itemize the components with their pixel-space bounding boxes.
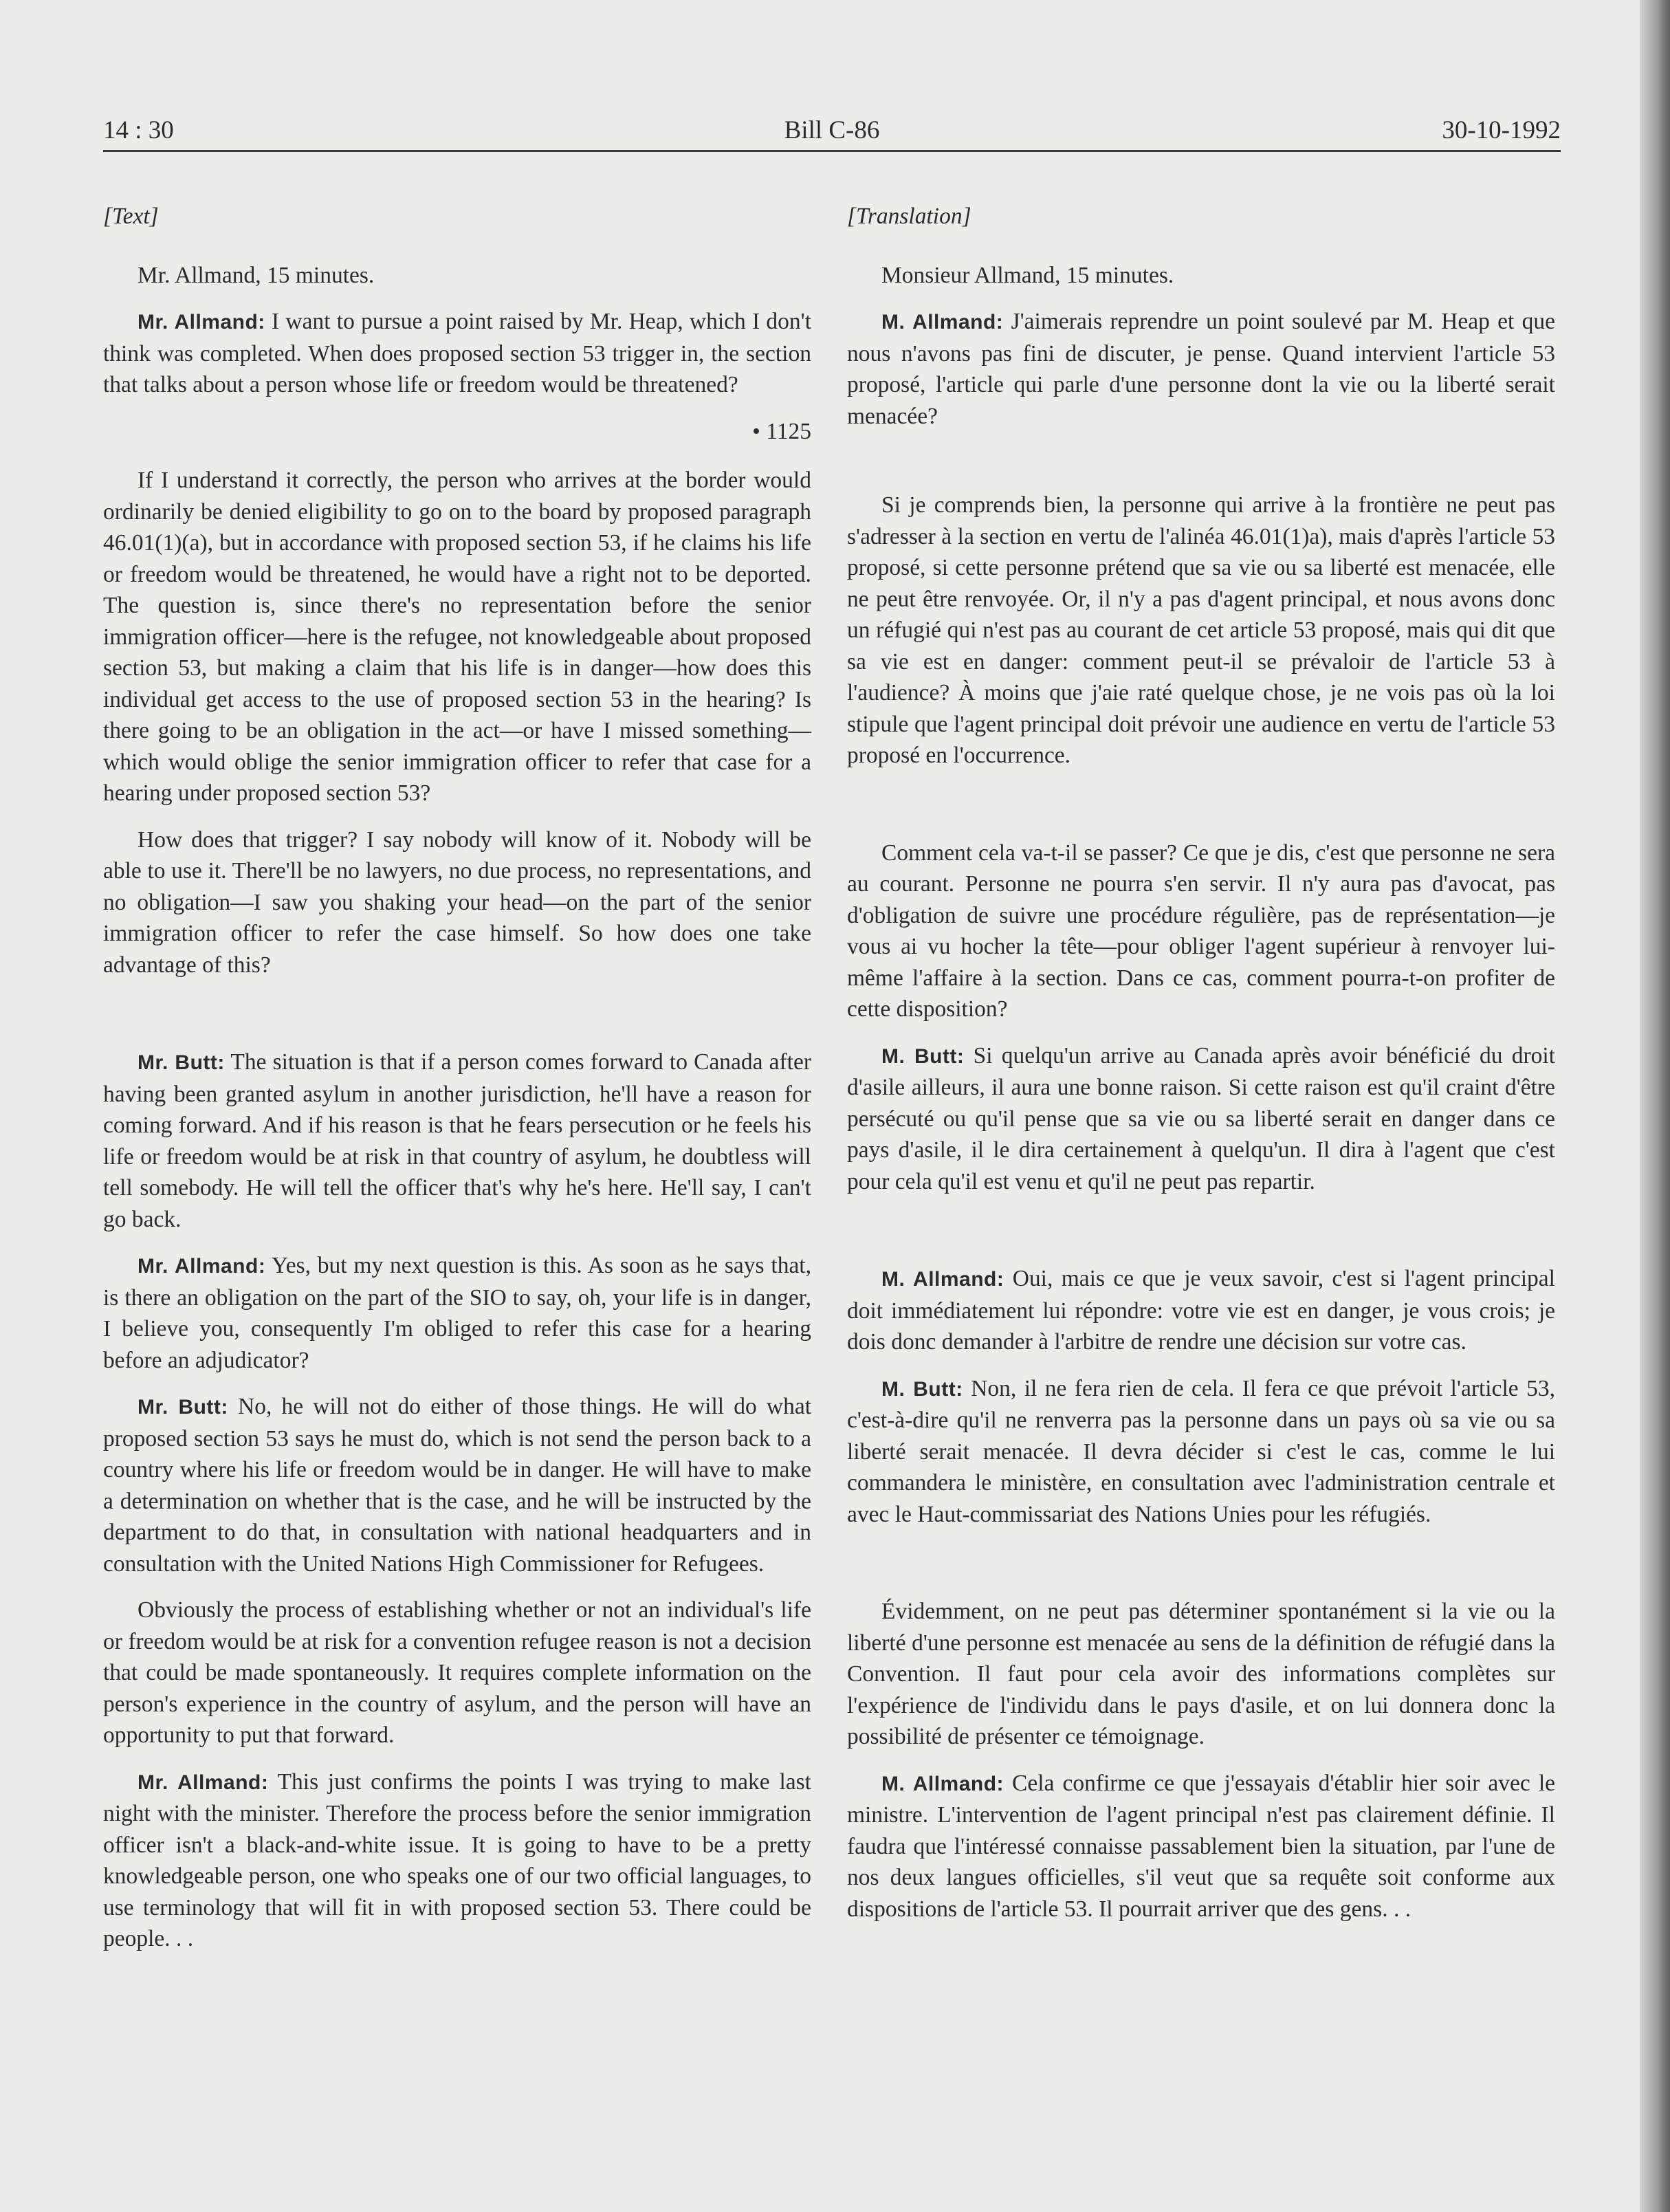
french-column — [847, 201, 1555, 1940]
speech-paragraph — [847, 1263, 1555, 1358]
paragraph: Si je comprends bien, la personne qui arrive à la frontière ne peut pas s'adresser à la section en vertu de l'alinéa 46.01(1)a), mais d'après l'article 53 proposé, si cette personne prétend que sa vie ou sa liberté est menacée, elle ne peut être renvoyée. Or, il n'y a pas d'agent principal, et nous avons donc un réfugié qui n'est pas au courant de cet article 53 proposé, mais qui dit que sa vie est en danger: comment peut-il se prévaloir de l'article 53 à l'audience? À moins que j'aie raté quelque chose, je ne vois pas où la loi stipule que l'agent principal doit prévoir une audience en vertu de l'article 53 proposé en l'occurrence. — [847, 492, 1555, 768]
paragraph: Monsieur Allmand, 15 minutes. — [881, 262, 1174, 288]
paragraph: Évidemment, on ne peut pas déterminer spontanément si la vie ou la liberté d'une personne est menacée au sens de la définition de réfugié dans la Convention. Il faut pour cela avoir des informations complètes sur l'expérience de l'individu dans le pays d'asile, et on lui donnera donc la possibilité de présenter ce témoignage. — [847, 1599, 1555, 1749]
speech-text: Si quelqu'un arrive au Canada après avoir bénéficié du droit d'asile ailleurs, il aura une bonne raison. Si cette raison est qu'il craint d'être persécuté ou qu'il pense que sa vie ou sa liberté serait en danger dans ce pays d'asile, il le dira certainement à quelqu'un. Il dira à l'agent que c'est pour cela qu'il est venu et qu'il ne peut pas repartir. — [847, 1042, 1555, 1194]
speaker-name: M. Allmand: — [881, 1772, 1004, 1795]
paragraph: If I understand it correctly, the person who arrives at the border would ordinarily be denied eligibility to go on to the board by proposed paragraph 46.01(1)(a), but in accordance with proposed section 53, if he claims his life or freedom would be threatened, he would have a right not to be deported. The question is, since there's no representation before the senior immigration officer—here is the refugee, not knowledgeable about proposed section 53, but making a claim that his life is in danger—how does this individual get access to the use of proposed section 53 in the hearing? Is there going to be an obligation in the act—or have I missed something—which would oblige the senior immigration officer to refer that case for a hearing under proposed section 53? — [103, 468, 811, 806]
speech-paragraph — [103, 1766, 811, 1955]
english-column — [103, 201, 811, 1970]
speaker-name: Mr. Butt: — [138, 1396, 228, 1419]
speech-text: Non, il ne fera rien de cela. Il fera ce que prévoit l'article 53, c'est-à-dire qu'il ne renverra pas la personne dans un pays où sa vie ou sa liberté serait menacée. Il devra décider si c'est le cas, comme le lui commandera le ministère, en consultation avec l'administration centrale et avec le Haut-commissariat des Nations Unies pour les réfugiés. — [847, 1375, 1555, 1527]
document-date: 30-10-1992 — [1442, 116, 1561, 144]
speaker-name: M. Butt: — [881, 1044, 965, 1068]
running-header — [103, 116, 1561, 150]
speech-paragraph — [103, 1047, 811, 1235]
speech-paragraph — [103, 306, 811, 401]
speaker-name: Mr. Allmand: — [138, 1771, 269, 1794]
speech-text: Cela confirme ce que j'essayais d'établir hier soir avec le ministre. L'intervention de l'agent principal n'est pas clairement définie. Il faudra que l'intéressé connaisse passablement bien la situation, par l'une de nos deux langues officielles, s'il veut que sa requête soit conforme aux dispositions de l'article 53. Il pourrait arriver que des gens. . . — [847, 1770, 1555, 1922]
speech-paragraph — [847, 1040, 1555, 1198]
speaker-name: M. Allmand: — [881, 1268, 1004, 1291]
page-edge-shadow — [1640, 0, 1670, 2212]
speaker-name: M. Butt: — [881, 1377, 963, 1401]
speech-text: This just confirms the points I was trying to make last night with the minister. Therefore the process before the senior immigration officer isn't a black-and-white issue. It is going to have to be a pretty knowledgeable person, one who speaks one of our two official languages, to use terminology that will fit in with proposed section 53. There could be people. . . — [103, 1768, 811, 1951]
document-title: Bill C-86 — [784, 116, 880, 144]
speech-text: I want to pursue a point raised by Mr. Heap, which I don't think was completed. When does proposed section 53 trigger in, the section that talks about a person whose life or freedom would be threatened? — [103, 309, 811, 397]
speech-paragraph — [103, 1391, 811, 1579]
paragraph: Mr. Allmand, 15 minutes. — [138, 262, 375, 288]
speech-text: Yes, but my next question is this. As soon as he says that, is there an obligation on the part of the SIO to say, oh, your life is in danger, I believe you, consequently I'm obliged to refer this case for a hearing before an adjudicator? — [103, 1253, 811, 1373]
paragraph: Comment cela va-t-il se passer? Ce que je dis, c'est que personne ne sera au courant. Personne ne pourra s'en servir. Il n'y aura pas d'avocat, pas d'obligation de suivre une procédure régulière, pas de représentation—je vous ai vu hocher la tête—pour obliger l'agent supérieur à renvoyer lui-même l'affaire à la section. Dans ce cas, comment pourra-t-on profiter de cette disposition? — [847, 840, 1555, 1022]
speech-text: The situation is that if a person comes forward to Canada after having been granted asylum in another jurisdiction, he'll have a reason for coming forward. And if his reason is that he fears persecution or he feels his life or freedom would be at risk in that country of asylum, he doubtless will tell somebody. He will tell the officer that's why he's here. He'll say, I can't go back. — [103, 1049, 812, 1232]
paragraph: How does that trigger? I say nobody will know of it. Nobody will be able to use it. There'll be no lawyers, no due process, no representations, and no obligation—I saw you shaking your head—on the part of the senior immigration officer to refer the case himself. So how does one take advantage of this? — [103, 826, 811, 978]
time-marker: • 1125 — [752, 418, 811, 444]
speech-paragraph — [847, 306, 1555, 432]
speech-text: No, he will not do either of those things. He will do what proposed section 53 says he must do, which is not send the person back to a country where his life or freedom would be in danger. He will have to make a determination on whether that is the case, and he will be instructed by the department to do that, in consultation with national headquarters and in consultation with the United Nations High Commissioner for Refugees. — [103, 1394, 811, 1577]
speech-paragraph — [847, 1768, 1555, 1925]
language-label: [Text] — [103, 204, 159, 229]
speaker-name: Mr. Allmand: — [138, 1255, 266, 1278]
header-rule — [103, 150, 1561, 152]
speech-text: Oui, mais ce que je veux savoir, c'est si l'agent principal doit immédiatement lui répondre: votre vie est en danger, je vous crois; je dois donc demander à l'arbitre de rendre une décision sur votre cas. — [847, 1266, 1555, 1355]
language-label: [Translation] — [847, 204, 971, 229]
paragraph: Obviously the process of establishing whether or not an individual's life or freedom would be at risk for a convention refugee reason is not a decision that could be made spontaneously. It requires complete information on the person's experience in the country of asylum, and the person will have an opportunity to put that forward. — [103, 1597, 811, 1748]
speaker-name: Mr. Butt: — [138, 1051, 225, 1074]
page-number: 14 : 30 — [103, 116, 174, 144]
speech-paragraph — [103, 1250, 811, 1376]
speaker-name: Mr. Allmand: — [138, 311, 265, 333]
speaker-name: M. Allmand: — [881, 311, 1004, 333]
speech-text: J'aimerais reprendre un point soulevé par M. Heap et que nous n'avons pas fini de discuter, je pense. Quand intervient l'article 53 proposé, l'article qui parle d'une personne dont la vie ou la liberté serait menacée? — [847, 309, 1555, 429]
speech-paragraph — [847, 1373, 1555, 1531]
